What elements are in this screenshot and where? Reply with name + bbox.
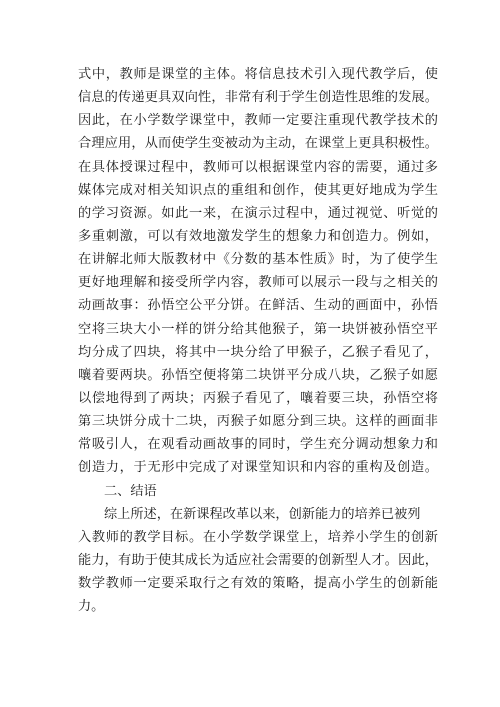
text-line: 在具体授课过程中，教师可以根据课堂内容的需要，通过多 xyxy=(78,159,438,175)
text-line: 能力，有助于使其成长为适应社会需要的创新型人才。因此， xyxy=(78,552,438,568)
text-line: 更好地理解和接受所学内容，教师可以展示一段与之相关的 xyxy=(78,275,438,291)
text-line: 媒体完成对相关知识点的重组和创作，使其更好地成为学生 xyxy=(78,182,438,198)
text-line: 第三块饼分成十二块，丙猴子如愿分到三块。这样的画面非 xyxy=(78,414,438,430)
text-line: 因此，在小学数学课堂中，教师一定要注重现代教学技术的 xyxy=(78,113,438,129)
section-heading: 二、结语 xyxy=(104,483,157,499)
text-line: 动画故事：孙悟空公平分饼。在鲜活、生动的画面中，孙悟 xyxy=(78,298,438,314)
body-text xyxy=(78,63,438,618)
text-line: 信息的传递更具双向性，非常有利于学生创造性思维的发展。 xyxy=(78,90,438,106)
text-line: 在讲解北师大版教材中《分数的基本性质》时，为了使学生 xyxy=(78,252,438,268)
text-line: 合理应用，从而使学生变被动为主动，在课堂上更具积极性。 xyxy=(78,136,438,152)
text-line: 嚷着要两块。孙悟空便将第二块饼平分成八块，乙猴子如愿 xyxy=(78,367,438,383)
text-line: 空将三块大小一样的饼分给其他猴子，第一块饼被孙悟空平 xyxy=(78,321,438,337)
text-line: 的学习资源。如此一来，在演示过程中，通过视觉、听觉的 xyxy=(78,205,438,221)
text-line: 力。 xyxy=(78,599,105,615)
text-line: 综上所述，在新课程改革以来，创新能力的培养已被列 xyxy=(104,506,421,522)
text-line: 式中，教师是课堂的主体。将信息技术引入现代教学后，使 xyxy=(78,67,438,82)
text-line: 均分成了四块，将其中一块分给了甲猴子，乙猴子看见了， xyxy=(78,344,438,360)
text-line: 多重刺激，可以有效地激发学生的想象力和创造力。例如， xyxy=(78,228,438,244)
text-line: 以偿地得到了两块；丙猴子看见了，嚷着要三块，孙悟空将 xyxy=(78,390,438,406)
text-line: 常吸引人，在观看动画故事的同时，学生充分调动想象力和 xyxy=(78,437,438,453)
text-line: 创造力，于无形中完成了对课堂知识和内容的重构及创造。 xyxy=(78,460,438,476)
text-line: 入教师的教学目标。在小学数学课堂上，培养小学生的创新 xyxy=(78,529,438,545)
text-line: 数学教师一定要采取行之有效的策略，提高小学生的创新能 xyxy=(78,576,438,592)
